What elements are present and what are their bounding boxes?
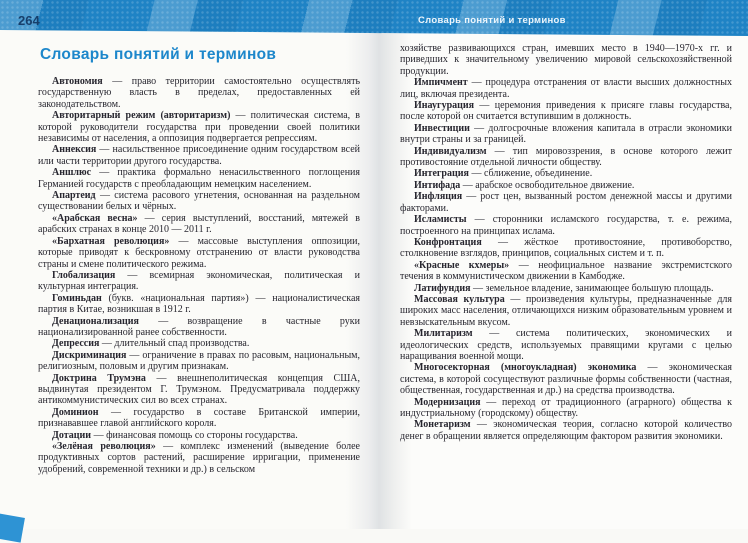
term-label: «Зелёная революция» xyxy=(52,441,156,452)
section-title: Словарь понятий и терминов xyxy=(40,46,277,63)
term-label: Латифундия xyxy=(414,282,471,294)
glossary-entry: «Бархатная революция» — массовые выступления оппозиции, которые приводят к бескровному отстранению от власти руководства страны и смене политического режима. xyxy=(38,235,360,270)
term-label: Инвестиции xyxy=(414,122,470,134)
term-definition: долгосрочные вложения капитала в отрасли экономики внутри страны и за границей. xyxy=(400,122,732,146)
page-number: 264 xyxy=(18,13,40,28)
term-label: «Красные кхмеры» xyxy=(414,259,510,271)
term-definition: всемирная экономическая, политическая и культурная интеграция. xyxy=(38,269,360,293)
term-definition: экономическая теория, согласно которой количество денег в обращении является определяющим фактором развития экономики. xyxy=(400,419,732,442)
term-label: Аннексия xyxy=(52,144,97,156)
glossary-entry: Гоминьдан (букв. «национальная партия») — националистическая партия в Китае, возникшая в 1912 г. xyxy=(38,292,361,316)
term-label: Индивидуализм xyxy=(414,145,487,157)
glossary-entry: Многосекторная (многоукладная) экономика — экономическая система, в которой сосуществуют различные формы собственности (частная, общественная, государственная и др.) на средства производства. xyxy=(400,362,732,397)
term-definition: экономическая система, в которой сосуществуют различные формы собственности (частная, общественная, государственная и др.) на средства производства. xyxy=(400,362,732,397)
term-definition: насильственное присоединение одним государством всей или части территории другого государства. xyxy=(38,144,361,167)
glossary-entry: Доктрина Трумэна — внешнеполитическая концепция США, выдвинутая президентом Г. Трумэном. Предусматривала поддержку антикоммунистических сил во всех странах. xyxy=(38,372,360,407)
right-page-entries xyxy=(400,43,732,442)
term-definition: процедура отстранения от власти высших должностных лиц, включая президента. xyxy=(400,77,733,100)
term-definition: сближение, объединение. xyxy=(483,168,593,180)
page-spread xyxy=(0,30,748,529)
book-cover-corner xyxy=(0,512,25,542)
term-label: Автономия xyxy=(52,76,103,87)
glossary-entry: Интеграция — сближение, объединение. xyxy=(414,168,593,180)
term-label: Монетаризм xyxy=(414,419,471,431)
term-label: Инфляция xyxy=(414,191,463,203)
glossary-entry: Модернизация — переход от традиционного (аграрного) общества к индустриальному (городскому) обществу. xyxy=(400,396,732,419)
glossary-entry: Конфронтация — жёсткое противостояние, противоборство, столкновение взглядов, принципов, социальных систем и т. п. xyxy=(400,236,732,260)
left-page-entries xyxy=(38,76,360,475)
term-label: Милитаризм xyxy=(414,328,473,340)
term-definition: переход от традиционного (аграрного) общества к индустриальному (городскому) обществу. xyxy=(400,396,732,419)
glossary-entry: Импичмент — процедура отстранения от власти высших должностных лиц, включая президента. xyxy=(400,77,733,100)
term-label: Депрессия xyxy=(52,338,100,350)
term-label: Гоминьдан xyxy=(52,292,102,304)
term-label: Модернизация xyxy=(414,396,481,408)
glossary-entry: Доминион — государство в составе Британской империи, признававшее главой английского короля. xyxy=(38,406,361,430)
term-definition: государство в составе Британской империи, признававшее главой английского короля. xyxy=(38,406,361,430)
term-definition: ограничение в правах по расовым, национальным, религиозным, половым и другим признакам. xyxy=(38,349,361,373)
glossary-entry: Инфляция — рост цен, вызванный ростом денежной массы и другими факторами. xyxy=(400,191,732,214)
term-definition: серия выступлений, восстаний, мятежей в арабских странах в конце 2010 — 2011 г. xyxy=(38,212,360,236)
term-label: Денационализация xyxy=(52,315,139,327)
term-label: Интеграция xyxy=(414,168,469,180)
term-definition: тип мировоззрения, в основе которого лежит противостояние отдельной личности обществу. xyxy=(400,145,732,169)
glossary-entry: Монетаризм — экономическая теория, согласно которой количество денег в обращении является определяющим фактором развития экономики. xyxy=(400,419,732,442)
term-definition: система политических, экономических и идеологических средств, используемых правящими кругами с целью наращивания военной мощи. xyxy=(400,328,732,362)
term-definition: система расового угнетения, основанная на раздельном существовании белых и чёрных. xyxy=(38,190,360,213)
glossary-entry: Аннексия — насильственное присоединение одним государством всей или части территории другого государства. xyxy=(38,144,361,167)
term-label: Авторитарный режим (авторитаризм) xyxy=(52,110,231,122)
term-label: Импичмент xyxy=(414,77,468,89)
term-label: Доминион xyxy=(52,406,99,418)
glossary-entry: Исламисты — сторонники исламского государства, т. е. режима, построенного на принципах ислама. xyxy=(400,214,732,237)
glossary-entry: «Арабская весна» — серия выступлений, восстаний, мятежей в арабских странах в конце 2010 — 2011 г. xyxy=(38,212,360,236)
glossary-entry: Авторитарный режим (авторитаризм) — политическая система, в которой руководители государства при проведении своей политики независимы от населения, а оппозиция подвергается репрессиям. xyxy=(38,110,360,145)
glossary-entry: Инаугурация — церемония приведения к присяге главы государства, после которой он считается вступившим в должность. xyxy=(400,100,732,123)
term-definition: неофициальное название экстремистского течения в коммунистическом движении в Камбодже. xyxy=(400,259,733,283)
glossary-entry: Апартеид — система расового угнетения, основанная на раздельном существовании белых и чёрных. xyxy=(38,190,360,213)
glossary-entry: Инвестиции — долгосрочные вложения капитала в отрасли экономики внутри страны и за границей. xyxy=(400,122,732,146)
term-label: Конфронтация xyxy=(414,236,482,248)
glossary-entry: «Зелёная революция» — комплекс изменений (выведение более продуктивных сортов растений, расширение ирригации, применение удобрений, современной техники и др.) в сельском xyxy=(38,441,360,475)
glossary-entry: «Красные кхмеры» — неофициальное название экстремистского течения в коммунистическом движении в Камбодже. xyxy=(400,259,733,283)
term-label: «Бархатная революция» xyxy=(52,235,170,247)
term-definition: рост цен, вызванный ростом денежной массы и другими факторами. xyxy=(400,191,732,214)
term-note: (букв. «национальная партия») xyxy=(101,292,249,304)
term-definition: внешнеполитическая концепция США, выдвинутая президентом Г. Трумэном. Предусматривала поддержку антикоммунистических сил во всех странах. xyxy=(38,372,360,407)
term-definition: право территории самостоятельно осуществлять государственную власть в пределах, предоставленных ей законодательством. xyxy=(38,76,360,110)
term-label: Многосекторная (многоукладная) экономика xyxy=(414,362,637,374)
term-definition: хозяйстве развивающихся стран, имевших место в 1940—1970-х гг. и приведших к значительному увеличению мировой сельскохозяйственной продукции. xyxy=(400,43,732,77)
glossary-entry: Латифундия — земельное владение, занимающее большую площадь. xyxy=(414,282,714,294)
term-definition: жёсткое противостояние, противоборство, столкновение взглядов, принципов, социальных систем и т. п. xyxy=(400,236,732,260)
term-label: Аншлюс xyxy=(52,167,92,179)
term-definition: церемония приведения к присяге главы государства, после которой он считается вступившим в должность. xyxy=(400,100,732,123)
term-label: Глобализация xyxy=(52,269,116,281)
term-label: Доктрина Трумэна xyxy=(52,372,146,384)
term-definition: массовые выступления оппозиции, которые приводят к бескровному отстранению от власти руководства страны и смене политического режима. xyxy=(38,235,360,270)
term-label: Дискриминация xyxy=(52,349,127,361)
running-title: Словарь понятий и терминов xyxy=(418,15,566,26)
glossary-entry: Денационализация — возвращение в частные руки национализированной ранее собственности. xyxy=(38,315,361,338)
glossary-entry: Глобализация — всемирная экономическая, политическая и культурная интеграция. xyxy=(38,269,360,293)
glossary-entry: Автономия — право территории самостоятельно осуществлять государственную власть в пределах, предоставленных ей законодательством. xyxy=(38,76,360,110)
term-label: Интифада xyxy=(414,179,461,191)
term-definition: арабское освободительное движение. xyxy=(475,179,635,191)
term-definition: сторонники исламского государства, т. е. режима, построенного на принципах ислама. xyxy=(400,214,732,237)
glossary-entry: Интифада — арабское освободительное движение. xyxy=(414,179,635,191)
term-definition: националистическая партия в Китае, возникшая в 1912 г. xyxy=(38,292,361,316)
glossary-entry: Милитаризм — система политических, экономических и идеологических средств, используемых правящими кругами с целью наращивания военной мощи. xyxy=(400,328,732,362)
term-definition: произведения культуры, предназначенные для широких масс населения, отличающихся низким образовательным уровнем и невзыскательным вкусом. xyxy=(400,293,732,328)
glossary-entry: Аншлюс — практика формально ненасильственного поглощения Германией государств с преобладающим немецким населением. xyxy=(38,167,360,190)
term-label: Исламисты xyxy=(414,214,467,226)
term-label: Дотации xyxy=(52,429,92,441)
term-definition: возвращение в частные руки национализированной ранее собственности. xyxy=(38,315,361,338)
term-definition: земельное владение, занимающее большую площадь. xyxy=(485,282,714,294)
glossary-entry: Дискриминация — ограничение в правах по расовым, национальным, религиозным, половым и другим признакам. xyxy=(38,349,361,373)
term-label: Массовая культура xyxy=(414,293,505,305)
glossary-entry: Дотации — финансовая помощь со стороны государства. xyxy=(52,429,298,441)
term-label: Апартеид xyxy=(52,190,96,202)
term-label: Инаугурация xyxy=(414,100,475,112)
term-definition: практика формально ненасильственного поглощения Германией государств с преобладающим немецким населением. xyxy=(38,167,360,190)
glossary-entry: Массовая культура — произведения культуры, предназначенные для широких масс населения, отличающихся низким образовательным уровнем и невзыскательным вкусом. xyxy=(400,293,732,328)
glossary-entry: Индивидуализм — тип мировоззрения, в основе которого лежит противостояние отдельной личности обществу. xyxy=(400,145,732,169)
term-definition: финансовая помощь со стороны государства. xyxy=(106,429,298,441)
left-page xyxy=(0,30,374,529)
term-definition: комплекс изменений (выведение более продуктивных сортов растений, расширение ирригации, применение удобрений, современной техники и др.) в сельском xyxy=(38,441,360,475)
glossary-entry xyxy=(400,43,732,77)
right-page xyxy=(374,30,748,529)
term-definition: политическая система, в которой руководители государства при проведении своей политики независимы от населения, а оппозиция подвергается репрессиям. xyxy=(38,110,360,145)
glossary-entry: Депрессия — длительный спад производства. xyxy=(52,338,250,350)
term-label: «Арабская весна» xyxy=(52,212,138,224)
term-definition: длительный спад производства. xyxy=(114,338,250,350)
